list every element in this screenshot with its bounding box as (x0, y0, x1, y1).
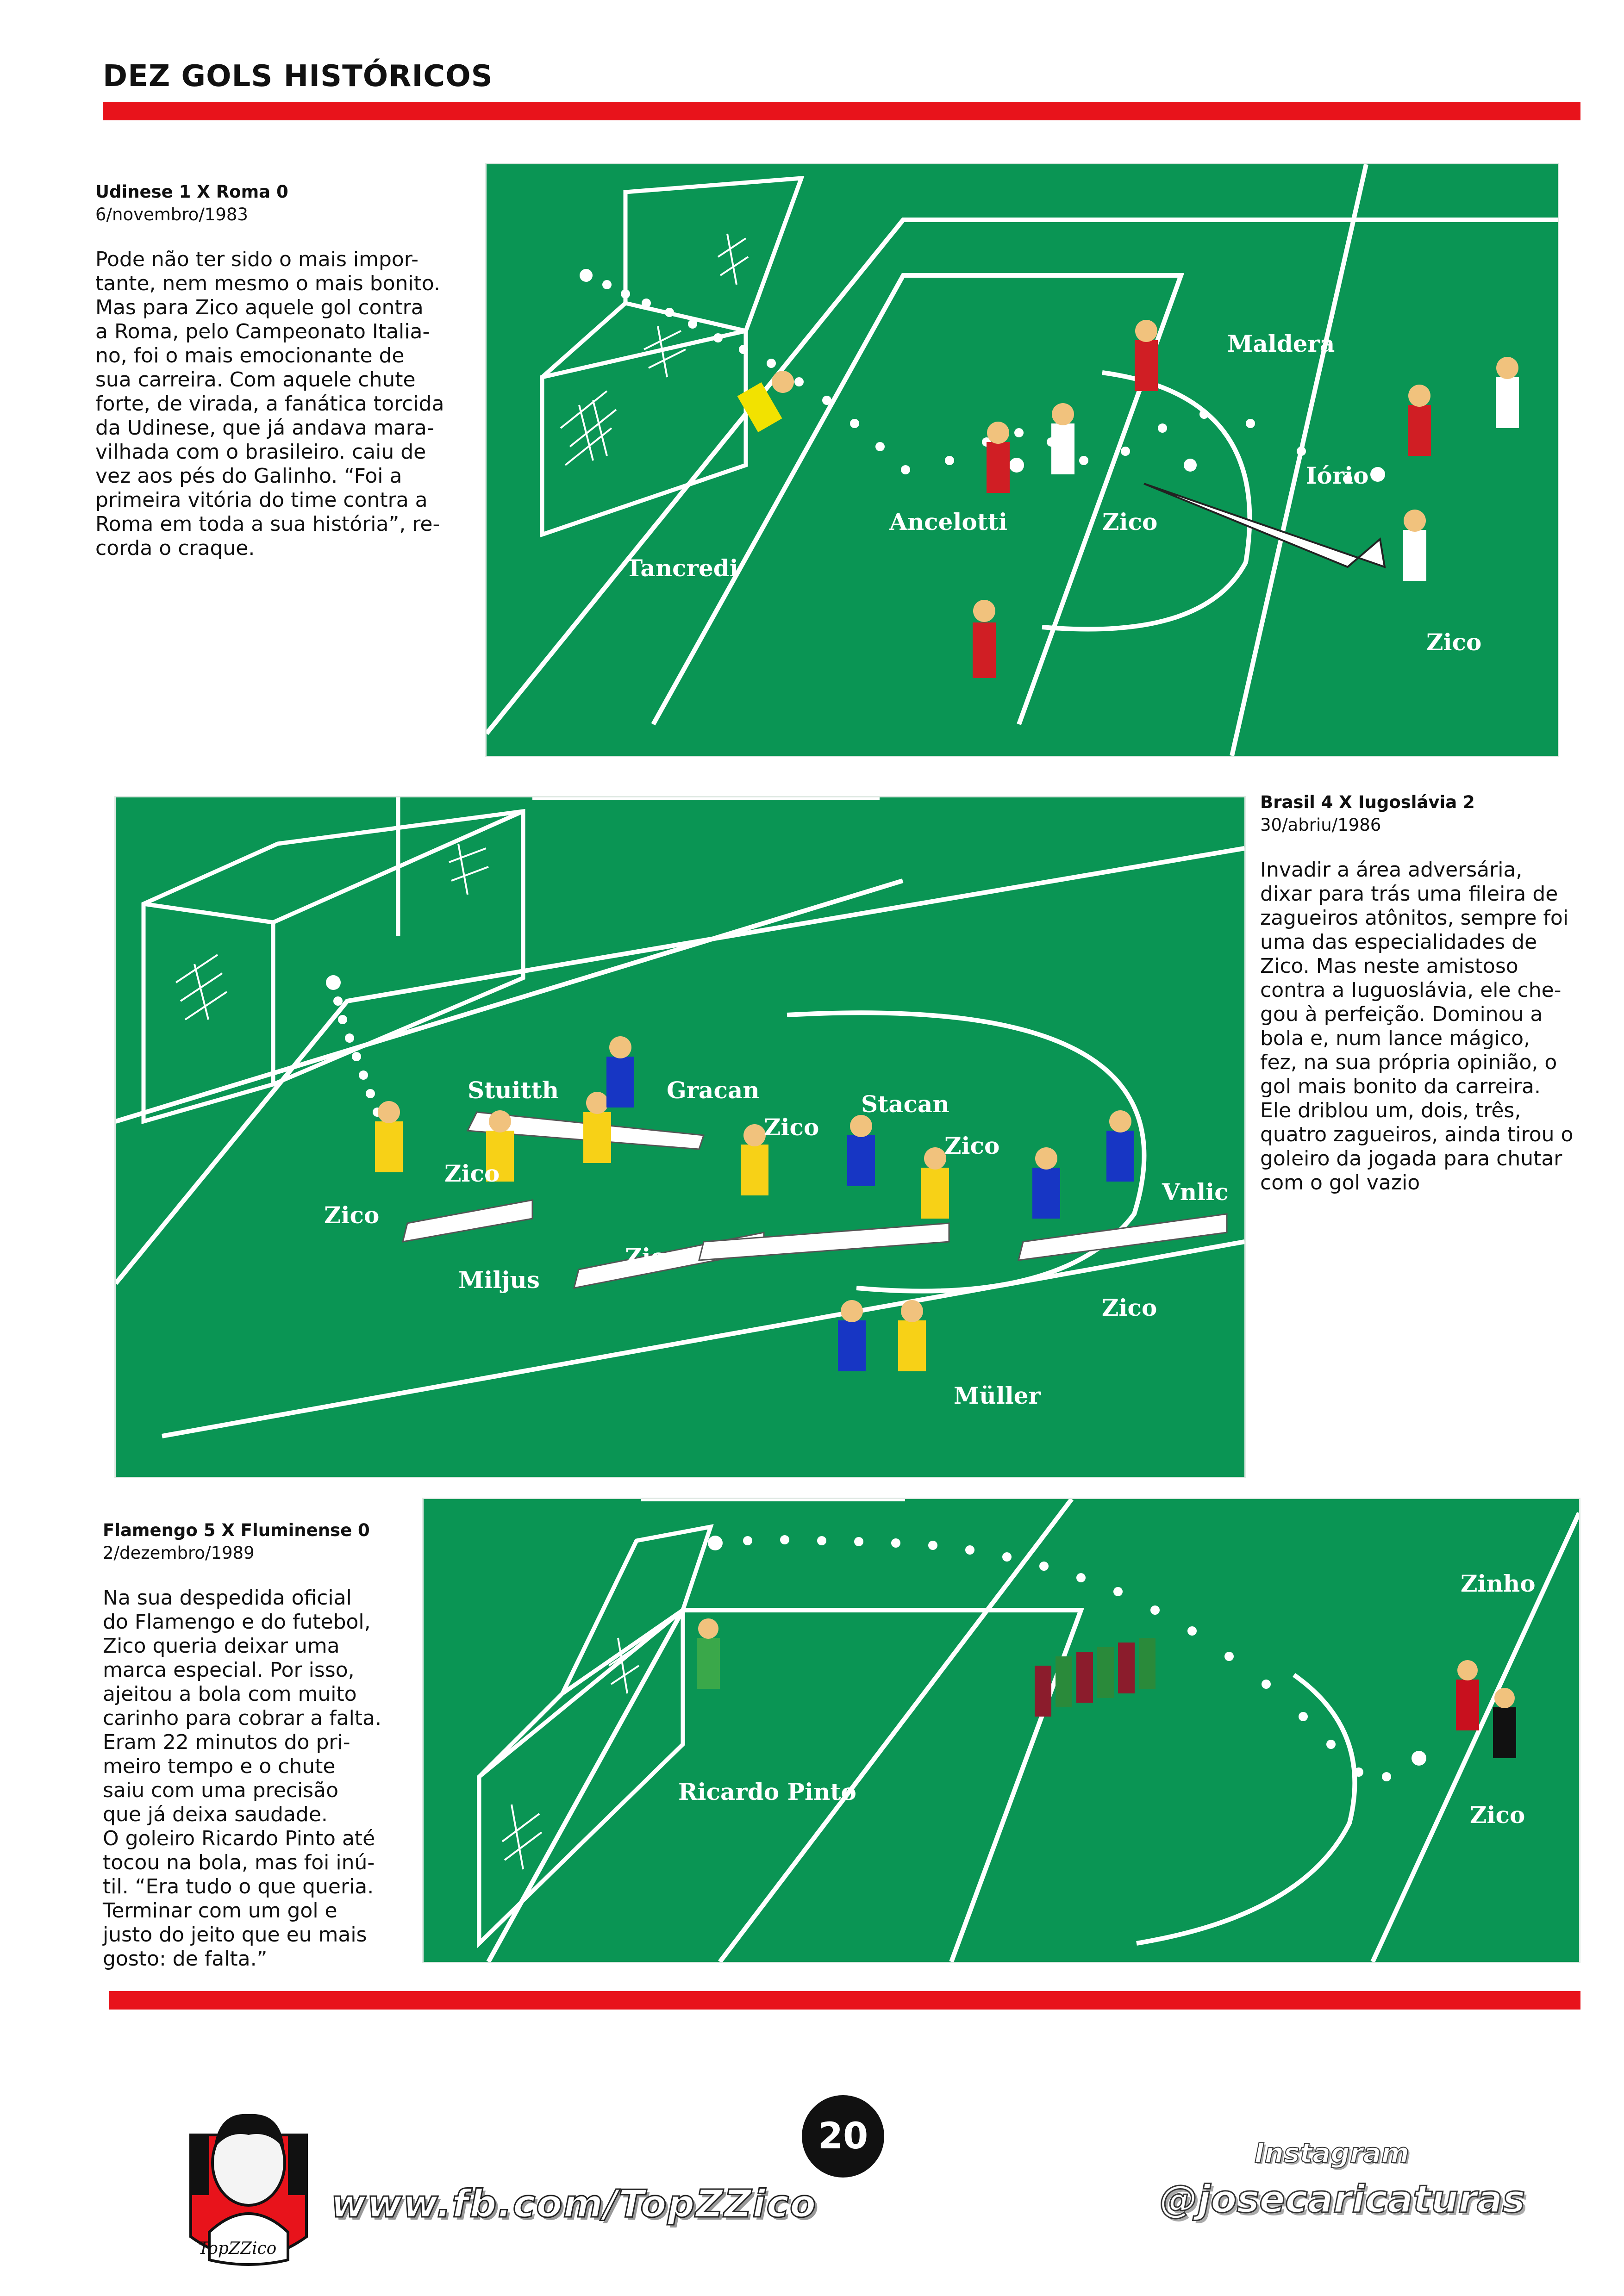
goal-description: Pode não ter sido o mais impor- tante, nem mesmo o mais bonito. Mas para Zico aquele gol contra a Roma, pelo Campeonato Italia- no, foi o mais emocionante de sua carreira. Com aquele chute forte, de virada, a fanática torcida da Udinese, que já andava mara- vilhada com o brasileiro. caiu de vez aos pés do Galinho. “Foi a primeira vitória do time contra a Roma em toda a sua história”, re- corda o craque. (95, 248, 444, 560)
header-divider (103, 102, 1580, 120)
player-label-ancelotti: Ancelotti (889, 508, 1007, 535)
player-label-muller: Müller (954, 1382, 1041, 1409)
footer-divider (109, 1991, 1580, 2010)
logo-text: TopZZico (198, 2239, 277, 2258)
player-label-ricardo-pinto: Ricardo Pinto (678, 1778, 856, 1805)
player-label-zico: Zico (1470, 1801, 1525, 1829)
player-label-zinho: Zinho (1461, 1570, 1536, 1597)
goal-title: Brasil 4 X Iugoslávia 2 (1260, 792, 1475, 812)
player-label-zico: Zico (1102, 508, 1158, 535)
player-label-iorio: Iório (1306, 462, 1369, 489)
player-label-zico: Zico (764, 1114, 819, 1141)
player-label-maldera: Maldera (1227, 330, 1335, 357)
pitch-illustration-udinese-roma (485, 163, 1559, 757)
player-label-miljus: Miljus (458, 1266, 540, 1294)
goal-block-flamengo-fluminense (103, 1520, 455, 1971)
goal-description: Na sua despedida oficial do Flamengo e do futebol, Zico queria deixar uma marca especial. Por isso, ajeitou a bola com muito carinho para cobrar a falta. Eram 22 minutos do pri- meiro tempo e o chute saiu com uma precisão que já deixa saudade. O goleiro Ricardo Pinto até tocou na bola, mas foi inú- til. “Era tudo o que queria. Terminar com um gol e justo do jeito que eu mais gosto: de falta.” (103, 1586, 382, 1971)
facebook-link[interactable]: www.fb.com/TopZZico (331, 2182, 817, 2226)
instagram-handle[interactable]: @josecaricaturas (1160, 2178, 1525, 2221)
player-label-zico: Zico (944, 1132, 1000, 1159)
instagram-label: Instagram (1255, 2137, 1409, 2169)
player-label-tancredi: Tancredi (625, 554, 738, 582)
goal-date: 2/dezembro/1989 (103, 1543, 255, 1563)
player-label-zico: Zico (444, 1160, 500, 1187)
player-label-stuitth: Stuitth (468, 1076, 559, 1104)
goal-date: 6/novembro/1983 (95, 205, 248, 224)
goal-block-udinese-roma (95, 182, 456, 560)
goal-block-brasil-iugoslavia (1260, 792, 1589, 1195)
pitch-illustration-flamengo-fluminense (422, 1498, 1580, 1963)
goal-title: Flamengo 5 X Fluminense 0 (103, 1520, 370, 1540)
player-label-zico: Zico (1426, 628, 1482, 656)
player-label-zico: Zico (1102, 1294, 1157, 1321)
player-label-stacan: Stacan (861, 1090, 949, 1118)
page-title: DEZ GOLS HISTÓRICOS (103, 59, 493, 93)
goal-date: 30/abriu/1986 (1260, 815, 1381, 835)
player-label-vnlic: Vnlic (1162, 1178, 1229, 1206)
player-label-zico: Zico (324, 1201, 380, 1229)
goal-title: Udinese 1 X Roma 0 (95, 182, 288, 202)
pitch-illustration-brasil-iugoslavia (114, 796, 1246, 1478)
player-label-zico: Zico (625, 1243, 681, 1270)
page-number: 20 (802, 2095, 884, 2178)
goal-description: Invadir a área adversária, dixar para trás uma fileira de zagueiros atônitos, sempre foi uma das especialidades de Zico. Mas neste amistoso contra a Iuguoslávia, ele che- gou à perfeição. Dominou a bola e, num lance mágico, fez, na sua própria opinião, o gol mais bonito da carreira. Ele driblou um, dois, três, quatro zagueiros, ainda tirou o goleiro da jogada para chutar com o gol vazio (1260, 858, 1574, 1195)
player-label-gracan: Gracan (667, 1076, 760, 1104)
